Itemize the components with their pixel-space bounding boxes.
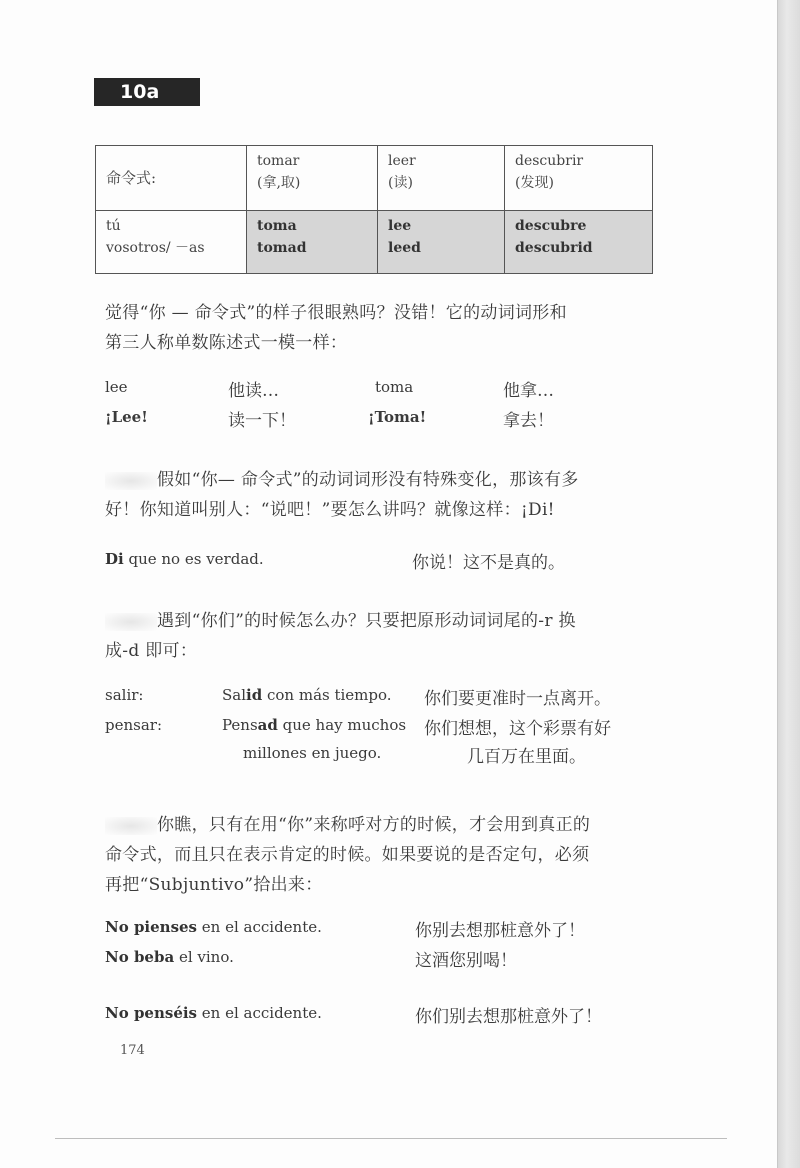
table-header-row (96, 146, 653, 211)
bold-term: No penséis (105, 1004, 198, 1022)
paragraph-4 (105, 810, 680, 900)
verb-salir: salir: (105, 686, 144, 704)
paragraph-3 (105, 606, 680, 666)
infinitive: leer (388, 153, 416, 169)
para-line: 好！你知道叫别人：“说吧！”要怎么讲吗？就像这样：¡Di! (105, 500, 555, 520)
example-rest: que no es verdad. (123, 550, 264, 568)
para-line: 成-d 即可： (105, 641, 198, 661)
para-line (105, 810, 680, 840)
compare-zh-1: 他读… (228, 381, 279, 401)
stem: Sal (222, 686, 247, 704)
para-text: 遇到“你们”的时候怎么办？只要把原形动词词尾的-r 换 (157, 611, 576, 631)
para-line (105, 465, 680, 495)
forms-leer (378, 211, 505, 274)
example-pensar (222, 716, 406, 734)
negative-example-1 (105, 918, 322, 936)
para-line: 命令式，而且只在表示肯定的时候。如果要说的是否定句，必须 (105, 845, 590, 865)
compare-zh-4: 拿去！ (503, 411, 554, 431)
example-rest: en el accidente. (197, 1004, 322, 1022)
ending: ad (257, 716, 278, 734)
example-di (105, 550, 264, 568)
compare-es-1: lee (105, 378, 128, 396)
example-rest: que hay muchos (277, 716, 407, 734)
bold-term: Di (105, 550, 124, 568)
infinitive: descubrir (515, 153, 584, 169)
negative-example-2-zh: 这酒您别喝！ (415, 951, 517, 971)
section-badge: 10a (94, 78, 200, 106)
bottom-rule (55, 1138, 727, 1139)
negative-example-3-zh: 你们别去想那桩意外了！ (415, 1007, 602, 1027)
form-tu: descubre (515, 218, 587, 234)
label-vosotros: vosotros/ －as (106, 240, 205, 256)
page-edge (777, 0, 778, 1168)
ending: id (246, 686, 263, 704)
form-vosotros: leed (388, 240, 421, 256)
para-text: 假如“你— 命令式”的动词词形没有特殊变化，那该有多 (157, 470, 579, 490)
verb-descubrir (505, 146, 653, 211)
table-row (96, 211, 653, 274)
indent-mark (105, 613, 157, 631)
example-salir-zh: 你们要更准时一点离开。 (424, 689, 611, 709)
bold-term: No beba (105, 948, 175, 966)
example-pensar-zh: 你们想想，这个彩票有好 (424, 719, 611, 739)
verb-tomar (247, 146, 378, 211)
example-di-zh: 你说！这不是真的。 (412, 553, 565, 573)
compare-es-2: toma (375, 378, 414, 396)
negative-example-2 (105, 948, 234, 966)
indent-mark (105, 472, 157, 490)
form-vosotros: tomad (257, 240, 307, 256)
paragraph-2 (105, 465, 680, 525)
compare-es-3: ¡Lee! (105, 408, 148, 426)
person-labels (96, 211, 247, 274)
meaning: (拿,取) (257, 175, 301, 191)
compare-zh-3: 读一下！ (228, 411, 296, 431)
negative-example-3 (105, 1004, 322, 1022)
stem: Pens (222, 716, 258, 734)
forms-descubrir (505, 211, 653, 274)
indent-mark (105, 817, 157, 835)
example-rest: en el accidente. (197, 918, 322, 936)
forms-tomar (247, 211, 378, 274)
para-line: 再把“Subjuntivo”拾出来： (105, 875, 323, 895)
page-gutter (778, 0, 800, 1168)
para-line: 第三人称单数陈述式一模一样： (105, 333, 348, 353)
example-rest: el vino. (174, 948, 234, 966)
meaning: (发现) (515, 175, 554, 191)
form-tu: toma (257, 218, 297, 234)
para-line (105, 606, 680, 636)
label-tu: tú (106, 218, 121, 234)
paragraph-1 (105, 298, 680, 358)
para-text: 你瞧，只有在用“你”来称呼对方的时候，才会用到真正的 (157, 815, 591, 835)
imperative-table (95, 145, 653, 274)
example-salir (222, 686, 392, 704)
negative-example-1-zh: 你别去想那桩意外了！ (415, 921, 585, 941)
compare-es-4: ¡Toma! (368, 408, 427, 426)
verb-leer (378, 146, 505, 211)
table-label: 命令式: (96, 146, 247, 211)
form-tu: lee (388, 218, 412, 234)
infinitive: tomar (257, 153, 300, 169)
example-pensar-cont: millones en juego. (243, 744, 382, 762)
bold-term: No pienses (105, 918, 198, 936)
example-rest: con más tiempo. (262, 686, 392, 704)
example-pensar-cont-zh: 几百万在里面。 (467, 747, 586, 767)
compare-zh-2: 他拿… (503, 381, 554, 401)
verb-pensar: pensar: (105, 716, 163, 734)
form-vosotros: descubrid (515, 240, 593, 256)
meaning: (读) (388, 175, 413, 191)
page-number: 174 (120, 1043, 145, 1058)
para-line: 觉得“你 — 命令式”的样子很眼熟吗？没错！它的动词词形和 (105, 303, 567, 323)
